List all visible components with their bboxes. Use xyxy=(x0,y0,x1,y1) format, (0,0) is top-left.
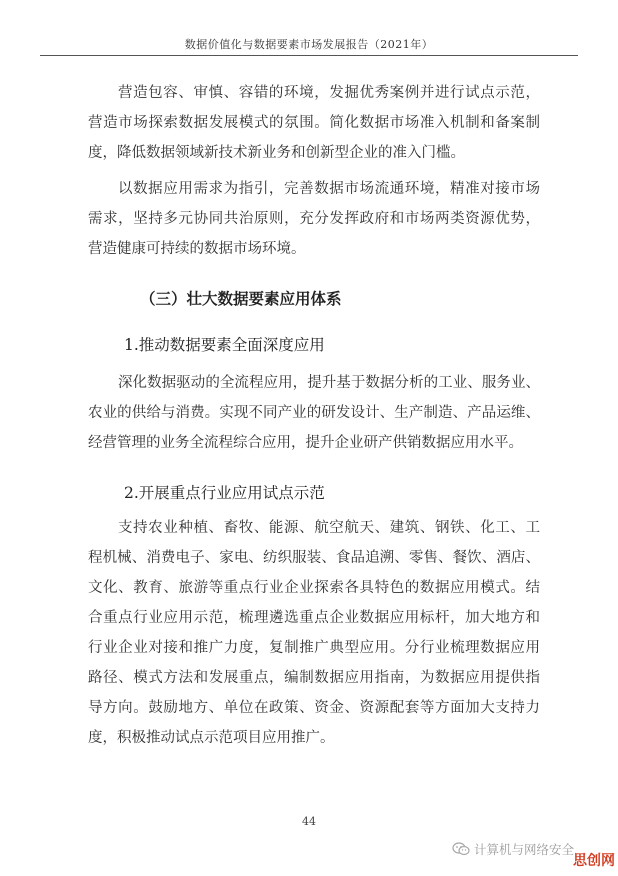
paragraph-line: 营造市场探索数据发展模式的氛围。简化数据市场准入机制和备案制 xyxy=(88,115,540,131)
paragraph-line: 需求，坚持多元协同共治原则，充分发挥政府和市场两类资源优势， xyxy=(88,211,540,227)
paragraph-line: 度，降低数据领域新技术新业务和创新型企业的准入门槛。 xyxy=(88,145,465,161)
page-number: 44 xyxy=(302,815,316,828)
section-heading: （三）壮大数据要素应用体系 xyxy=(140,289,342,308)
paragraph-line: 行业企业对接和推广力度，复制推广典型应用。分行业梳理数据应用 xyxy=(88,640,540,656)
paragraph-1 xyxy=(88,78,540,168)
paragraph-line: 文化、教育、旅游等重点行业企业探索各具特色的数据应用模式。结 xyxy=(88,580,540,596)
header-rule xyxy=(40,55,578,56)
page-header: 数据价值化与数据要素市场发展报告（2021年） xyxy=(184,38,434,51)
paragraph-line: 营造健康可持续的数据市场环境。 xyxy=(88,241,306,257)
site-logo: 思创网 xyxy=(573,853,615,869)
paragraph-4 xyxy=(88,513,540,753)
paragraph-2 xyxy=(88,174,540,264)
paragraph-line: 以数据应用需求为指引，完善数据市场流通环境，精准对接市场 xyxy=(118,181,540,197)
paragraph-line: 经营管理的业务全流程综合应用，提升企业研产供销数据应用水平。 xyxy=(88,435,523,451)
subheading-1: 1.推动数据要素全面深度应用 xyxy=(124,336,325,354)
paragraph-line: 路径、模式方法和发展重点，编制数据应用指南，为数据应用提供指 xyxy=(88,670,540,686)
watermark-text: 计算机与网络安全 xyxy=(474,842,575,857)
paragraph-line: 合重点行业应用示范，梳理遴选重点企业数据应用标杆，加大地方和 xyxy=(88,610,540,626)
paragraph-3 xyxy=(88,368,540,458)
paragraph-line: 度，积极推动试点示范项目应用推广。 xyxy=(88,730,335,746)
watermark xyxy=(452,840,574,858)
paragraph-line: 程机械、消费电子、家电、纺织服装、食品追溯、零售、餐饮、酒店、 xyxy=(88,550,540,566)
paragraph-line: 营造包容、审慎、容错的环境，发掘优秀案例并进行试点示范， xyxy=(118,85,540,101)
subheading-2: 2.开展重点行业应用试点示范 xyxy=(124,484,325,502)
paragraph-line: 农业的供给与消费。实现不同产业的研发设计、生产制造、产品运维、 xyxy=(88,405,540,421)
paragraph-line: 导方向。鼓励地方、单位在政策、资金、资源配套等方面加大支持力 xyxy=(88,700,540,716)
paragraph-line: 支持农业种植、畜牧、能源、航空航天、建筑、钢铁、化工、工 xyxy=(118,520,540,536)
paragraph-line: 深化数据驱动的全流程应用，提升基于数据分析的工业、服务业、 xyxy=(118,375,540,391)
wechat-icon xyxy=(452,842,470,856)
